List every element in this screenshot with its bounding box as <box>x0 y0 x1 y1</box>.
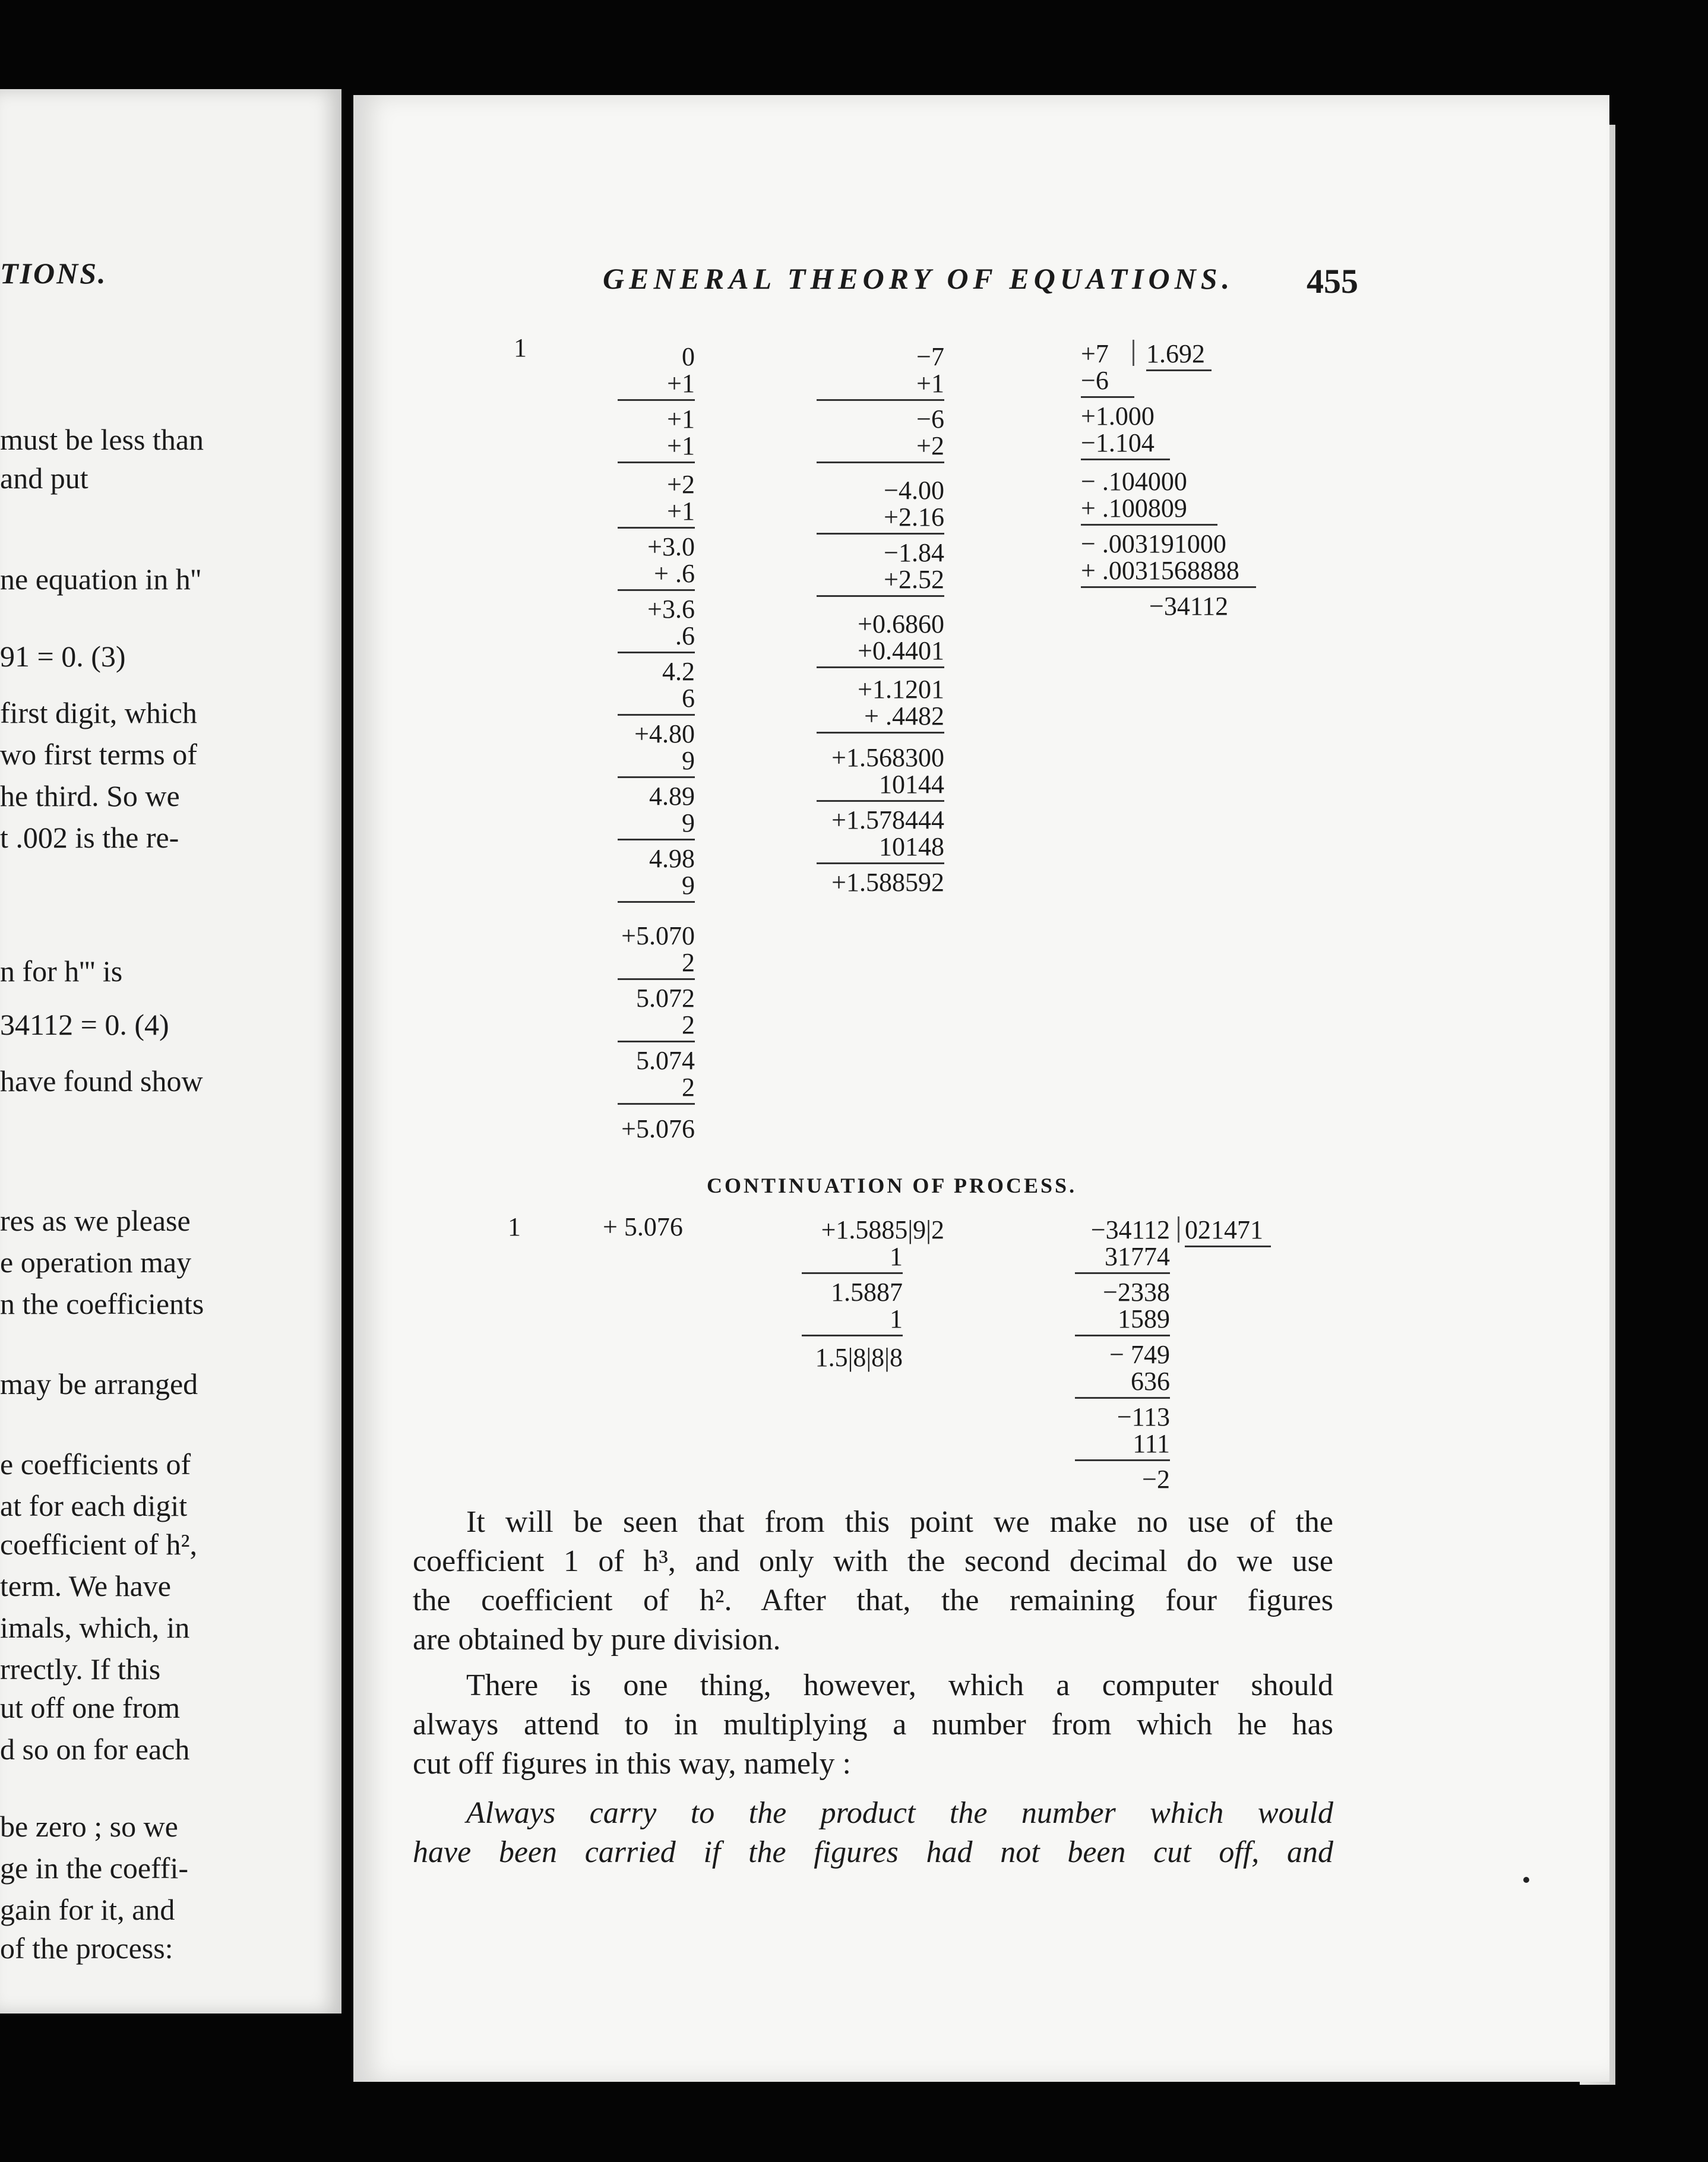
coefficient-cell: −7 <box>916 342 944 371</box>
left-text-line: be zero ; so we <box>0 1810 178 1843</box>
left-text-line: and put <box>0 462 88 495</box>
coefficient-cell: 10144 <box>817 769 944 802</box>
left-text-line: e operation may <box>0 1246 192 1279</box>
coefficient-cell: +1 <box>618 496 695 529</box>
left-text-line: must be less than <box>0 423 204 456</box>
running-head: GENERAL THEORY OF EQUATIONS. <box>603 262 1235 295</box>
left-text-line: wo first terms of <box>0 738 197 771</box>
coefficient-cell: .6 <box>618 621 695 653</box>
coefficient-cell: +1 <box>667 404 695 434</box>
coefficient-cell: −113 <box>1116 1402 1170 1431</box>
coefficient-cell: +1 <box>618 368 695 401</box>
coefficient-cell: −34112 <box>1149 592 1229 621</box>
coefficient-cell: − .104000 <box>1081 467 1187 496</box>
coefficient-cell: 4.89 <box>649 782 695 811</box>
coefficient-cell: +0.6860 <box>858 609 944 639</box>
coefficient-cell: +2 <box>817 431 944 463</box>
coefficient-cell: +2.16 <box>817 502 944 535</box>
coefficient-cell: 1 <box>508 1212 521 1241</box>
division-bar <box>1178 1216 1179 1243</box>
coefficient-cell: 1589 <box>1075 1304 1170 1336</box>
coefficient-cell: 1 <box>802 1304 903 1336</box>
coefficient-cell: −1.84 <box>884 538 944 567</box>
left-text-line: ge in the coeffi- <box>0 1851 188 1885</box>
division-bar <box>1133 340 1134 366</box>
coefficient-cell: 0 <box>682 342 695 371</box>
coefficient-cell: 31774 <box>1075 1241 1170 1274</box>
root-value: 1.692 <box>1146 339 1212 371</box>
coefficient-cell: 2 <box>618 1072 695 1105</box>
coefficient-cell: −2 <box>1142 1465 1170 1494</box>
coefficient-cell: 1.5|8|8|8 <box>815 1343 903 1372</box>
paragraph-line: It will be seen that from this point we make no use of the <box>466 1505 1333 1539</box>
coefficient-cell: 2 <box>618 1010 695 1042</box>
coefficient-cell: +1.588592 <box>831 868 944 897</box>
left-text-line: of the process: <box>0 1932 173 1965</box>
coefficient-cell: +3.0 <box>647 532 695 561</box>
coefficient-cell: −6 <box>1081 365 1134 398</box>
paragraph-line: are obtained by pure division. <box>413 1623 781 1657</box>
left-text-line: ne equation in h'' <box>0 562 201 596</box>
left-text-line: res as we please <box>0 1204 191 1237</box>
coefficient-cell: +1.000 <box>1081 402 1155 431</box>
coefficient-cell: +1.1201 <box>858 675 944 704</box>
coefficient-cell: +1.5885|9|2 <box>821 1215 944 1244</box>
right-page <box>353 95 1609 2082</box>
coefficient-cell: 9 <box>618 808 695 840</box>
ink-speck <box>1523 1877 1529 1883</box>
paragraph-line: always attend to in multiplying a number from which he has <box>413 1708 1333 1741</box>
left-text-line: first digit, which <box>0 696 197 729</box>
rule-text-line: Always carry to the product the number which would <box>466 1796 1333 1830</box>
coefficient-cell: 4.2 <box>662 657 695 686</box>
coefficient-cell: +3.6 <box>647 595 695 624</box>
coefficient-cell: 1 <box>514 333 527 362</box>
coefficient-cell: 2 <box>618 947 695 980</box>
paragraph-line: the coefficient of h². After that, the remaining four figures <box>413 1583 1333 1617</box>
left-text-line: n for h''' is <box>0 954 123 988</box>
left-text-line: n the coefficients <box>0 1287 204 1320</box>
left-page <box>0 89 341 2014</box>
coefficient-cell: 1.5887 <box>831 1278 903 1307</box>
coefficient-cell: +1.568300 <box>831 743 944 772</box>
left-text-line: he third. So we <box>0 779 180 813</box>
left-text-line: d so on for each <box>0 1733 190 1766</box>
coefficient-cell: 6 <box>618 683 695 716</box>
coefficient-cell: −1.104 <box>1081 428 1170 460</box>
coefficient-cell: 9 <box>618 745 695 778</box>
coefficient-cell: 5.072 <box>636 984 695 1013</box>
coefficient-cell: 4.98 <box>649 844 695 873</box>
left-text-line: at for each digit <box>0 1489 188 1522</box>
coefficient-cell: + .0031568888 <box>1081 555 1256 588</box>
left-text-line: rrectly. If this <box>0 1652 161 1686</box>
coefficient-cell: −34112 <box>1090 1215 1170 1244</box>
paragraph-line: coefficient 1 of h³, and only with the second decimal do we use <box>413 1544 1333 1578</box>
left-text-line: 91 = 0. (3) <box>0 640 126 673</box>
coefficient-cell: 10148 <box>817 832 944 864</box>
coefficient-cell: 5.074 <box>636 1046 695 1075</box>
coefficient-cell: +4.80 <box>634 719 695 748</box>
coefficient-cell: +2 <box>667 470 695 499</box>
left-text-line: 34112 = 0. (4) <box>0 1008 169 1041</box>
left-text-line: gain for it, and <box>0 1893 175 1926</box>
coefficient-cell: +2.52 <box>817 564 944 597</box>
left-text-line: imals, which, in <box>0 1611 190 1644</box>
coefficient-cell: +5.076 <box>621 1114 695 1143</box>
coefficient-cell: −2338 <box>1103 1278 1170 1307</box>
coefficient-cell: + 5.076 <box>603 1212 683 1241</box>
coefficient-cell: 636 <box>1075 1366 1170 1399</box>
left-text-line: coefficient of h², <box>0 1528 197 1561</box>
coefficient-cell: − .003191000 <box>1081 529 1226 558</box>
left-text-line: ut off one from <box>0 1691 181 1724</box>
coefficient-cell: +7 <box>1081 339 1109 368</box>
coefficient-cell: 9 <box>618 870 695 903</box>
coefficient-cell: +1 <box>817 368 944 401</box>
rule-text-line: have been carried if the figures had not been cut off, and <box>413 1835 1333 1869</box>
left-running-head: TIONS. <box>0 257 107 290</box>
coefficient-cell: +1.578444 <box>831 805 944 835</box>
coefficient-cell: − 749 <box>1109 1340 1170 1369</box>
section-heading: CONTINUATION OF PROCESS. <box>707 1174 1077 1197</box>
coefficient-cell: −4.00 <box>884 476 944 505</box>
coefficient-cell: + .4482 <box>817 701 944 734</box>
coefficient-cell: +5.070 <box>621 921 695 950</box>
page-number: 455 <box>1307 262 1358 301</box>
coefficient-cell: −6 <box>916 404 944 434</box>
coefficient-cell: 1 <box>802 1241 903 1274</box>
coefficient-cell: +1 <box>618 431 695 463</box>
paragraph-line: There is one thing, however, which a computer should <box>466 1668 1333 1702</box>
left-text-line: e coefficients of <box>0 1447 191 1481</box>
paragraph-line: cut off figures in this way, namely : <box>413 1747 851 1781</box>
left-text-line: t .002 is the re- <box>0 821 179 854</box>
coefficient-cell: +0.4401 <box>817 636 944 668</box>
coefficient-cell: 111 <box>1075 1428 1170 1461</box>
left-text-line: may be arranged <box>0 1367 198 1401</box>
left-text-line: have found show <box>0 1064 203 1098</box>
quotient-value: 021471 <box>1185 1215 1271 1247</box>
coefficient-cell: + .6 <box>618 558 695 591</box>
left-text-line: term. We have <box>0 1569 171 1602</box>
coefficient-cell: + .100809 <box>1081 493 1217 526</box>
